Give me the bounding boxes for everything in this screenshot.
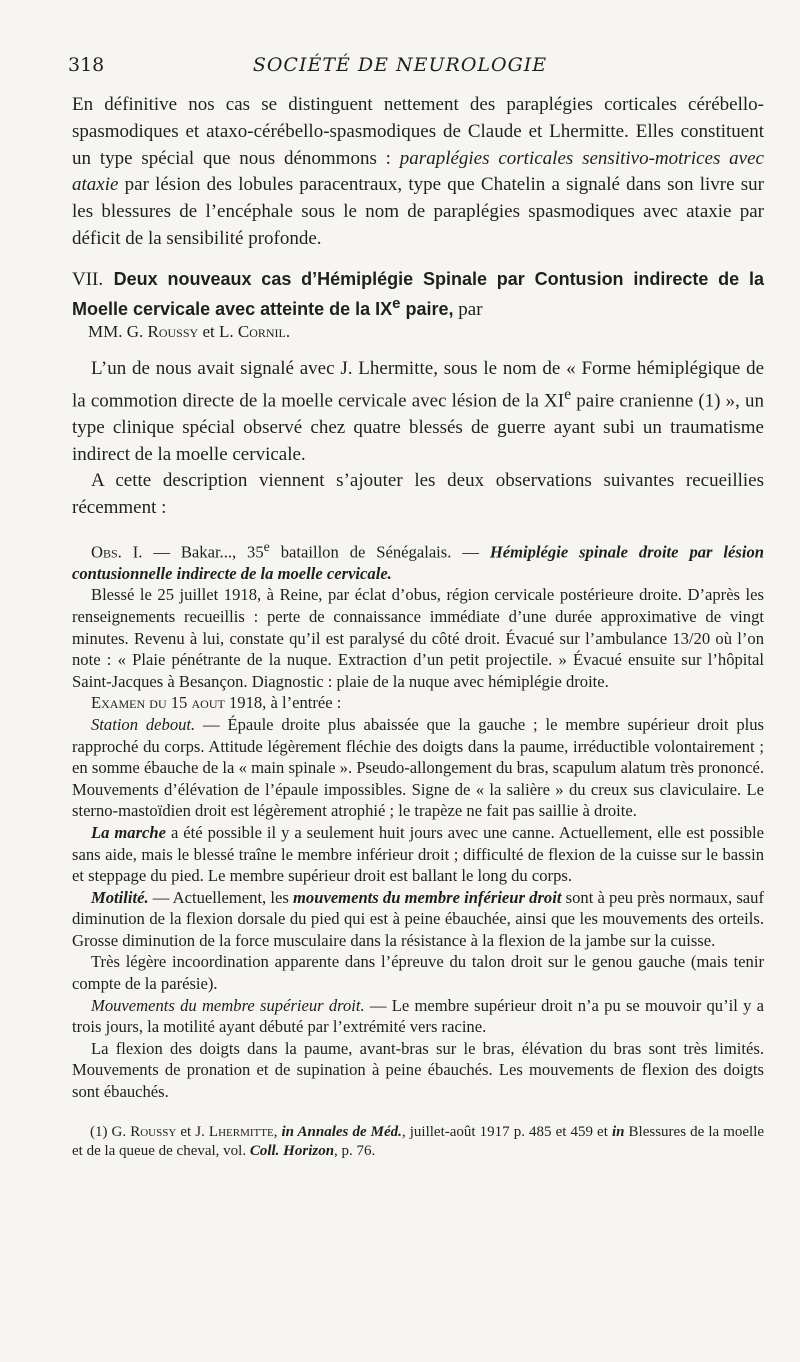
observation-heading bbox=[72, 536, 764, 585]
footnote-name-2: Lhermitte bbox=[208, 1123, 274, 1140]
author-1: Roussy bbox=[147, 321, 199, 341]
motilite-paragraph bbox=[72, 887, 764, 952]
lead-text-1b: paire cranienne (1) », un type clinique spécial observé chez quatre blessés de guerre ayant subi un traumatisme indirect de la moelle cervicale. bbox=[72, 390, 764, 465]
intro-text-1: En définitive nos cas se distinguent nettement des paraplégies corticales cérébello-spasmodiques et ataxo-cérébello-spasmodiques de Claude et Lhermitte. Elles constituent un type spécial que nous dénommons : bbox=[72, 94, 764, 169]
footnote-italic-3: Coll. Horizon bbox=[249, 1142, 335, 1159]
observation-sup: e bbox=[263, 538, 270, 554]
authors-prefix: MM. G. bbox=[88, 321, 148, 341]
observation-title: Hémiplégie spinale droite par lésion contusionnelle indirecte de la moelle cervicale. bbox=[72, 542, 764, 583]
membre-superieur-text: — Le membre supérieur droit n’a pu se mouvoir qu’il y a trois jours, la motilité ayant débuté par l’extrémité vers racine. bbox=[72, 995, 764, 1037]
station-paragraph bbox=[72, 714, 764, 822]
footnote bbox=[72, 1123, 764, 1161]
intro-italic-term: paraplégies corticales sensitivo-motrices avec ataxie bbox=[72, 147, 764, 196]
footnote-name-1: Roussy bbox=[130, 1123, 177, 1140]
observation-a: — Bakar..., 35 bbox=[142, 542, 264, 562]
motilite-b: sont à peu près normaux, sauf diminution de la flexion dorsale du pied qui est à peine ébauchée, ainsi que les mouvements des orteils. Grosse diminution de la force musculaire dans la résistance à la flexion de la jambe sur la cuisse. bbox=[72, 887, 764, 950]
footnote-e: Blessures de la moelle et de la queue de cheval, vol. bbox=[72, 1123, 765, 1159]
footnote-a: (1) G. bbox=[90, 1123, 131, 1140]
footnote-c: , bbox=[273, 1123, 282, 1140]
authors-suffix: . bbox=[285, 321, 291, 341]
lead-paragraph-1 bbox=[72, 356, 764, 469]
intro-text-2: par lésion des lobules paracentraux, type que Chatelin a signalé dans son livre sur les blessures de l’encéphale sous le nom de paraplégies spasmodiques avec ataxie par déficit de la sensibilité profonde. bbox=[72, 174, 764, 249]
exam-label: Examen du 15 aout bbox=[91, 693, 225, 713]
membre-superieur-paragraph bbox=[72, 995, 764, 1038]
motilite-label: Motilité. bbox=[91, 887, 149, 907]
exam-heading bbox=[72, 692, 764, 714]
marche-label: La marche bbox=[91, 822, 167, 842]
page-number: 318 bbox=[68, 54, 105, 76]
section-heading bbox=[72, 267, 764, 322]
footnote-italic-1: in Annales de Méd. bbox=[281, 1123, 402, 1140]
observation-history: Blessé le 25 juillet 1918, à Reine, par éclat d’obus, région cervicale postérieure droite. D’après les renseignements recueillis : perte de connaissance immédiate d’une durée approximative de vingt minutes. Revenu à lui, constate qu’il est paralysé du côté droit. Évacué sur l’ambulance 13/20 où l’on note : « Plaie pénétrante de la nuque. Extraction d’un petit projectile. » Évacué ensuite sur l’hôpital Saint-Jacques à Besançon. Diagnostic : plaie de la nuque avec hémiplégie droite. bbox=[72, 585, 764, 691]
observation-label: Obs. I. bbox=[91, 542, 143, 562]
intro-paragraph bbox=[72, 92, 764, 253]
page-body bbox=[72, 92, 764, 1161]
section-authors bbox=[88, 322, 764, 342]
footnote-italic-2: in bbox=[611, 1123, 625, 1140]
lead-text-1a: L’un de nous avait signalé avec J. Lhermitte, sous le nom de « Forme hémiplégique de la commotion directe de la moelle cervicale avec lésion de la XI bbox=[72, 357, 764, 412]
marche-text: a été possible il y a seulement huit jours avec une canne. Actuellement, elle est possible sans aide, mais le blessé traîne le membre inférieur droit ; difficulté de flexion de la cuisse sur le bassin et steppage du pied. Le membre supérieur droit est ballant le long du corps. bbox=[72, 822, 765, 886]
exam-date: 1918, à l’entrée : bbox=[224, 693, 342, 713]
section-title-text: Deux nouveaux cas d’Hémiplégie Spinale par Contusion indirecte de la Moelle cervicale avec atteinte de la IX bbox=[72, 268, 764, 319]
membre-superieur-label: Mouvements du membre supérieur droit. bbox=[91, 995, 365, 1015]
incoordination-paragraph: Très légère incoordination apparente dans l’épreuve du talon droit sur le genou gauche (mais tenir compte de la parésie). bbox=[72, 952, 764, 994]
lead-sup: e bbox=[564, 386, 572, 404]
station-label: Station debout. bbox=[91, 714, 196, 734]
page-header bbox=[68, 54, 732, 82]
author-2: Cornil bbox=[237, 321, 286, 341]
station-text: — Épaule droite plus abaissée que la gauche ; le membre supérieur droit plus rapproché du corps. Attitude légèrement fléchie des doigts dans la paume, irréductible volontairement ; en somme ébauche de la « main spinale ». Pseudo-allongement du bras, scapulum alatum très prononcé. Mouvements d’élévation de l’épaule impossibles. Signe de « la salière » du creux sus claviculaire. Le sterno-mastoïdien droit est légèrement atrophié ; le trapèze ne fait pas saillie à droite. bbox=[72, 714, 764, 821]
flexion-paragraph: La flexion des doigts dans la paume, avant-bras sur le bras, élévation du bras sont très limités. Mouvements de pronation et de supination à peine ébauchés. Les mouvements de flexion des doigts sont ébauchés. bbox=[72, 1038, 764, 1102]
footnote-f: , p. 76. bbox=[334, 1142, 376, 1159]
section-par: par bbox=[453, 298, 483, 320]
marche-paragraph bbox=[72, 822, 764, 887]
footnote-b: et J. bbox=[176, 1123, 209, 1140]
section-title-end: paire, bbox=[400, 298, 454, 319]
authors-mid: et L. bbox=[198, 321, 238, 341]
section-numeral: VII. bbox=[72, 268, 104, 290]
observation-b: bataillon de Sénégalais. — bbox=[269, 542, 490, 562]
running-head: SOCIÉTÉ DE NEUROLOGIE bbox=[252, 54, 548, 76]
lead-paragraph-2: A cette description viennent s’ajouter les deux observations suivantes recueillies récemment : bbox=[72, 470, 764, 519]
section-title-sup: e bbox=[392, 294, 401, 312]
section-title bbox=[72, 269, 764, 319]
motilite-a: — Actuellement, les bbox=[148, 887, 294, 907]
motilite-italic: mouvements du membre inférieur droit bbox=[293, 887, 562, 907]
footnote-d: , juillet-août 1917 p. 485 et 459 et bbox=[401, 1123, 612, 1140]
